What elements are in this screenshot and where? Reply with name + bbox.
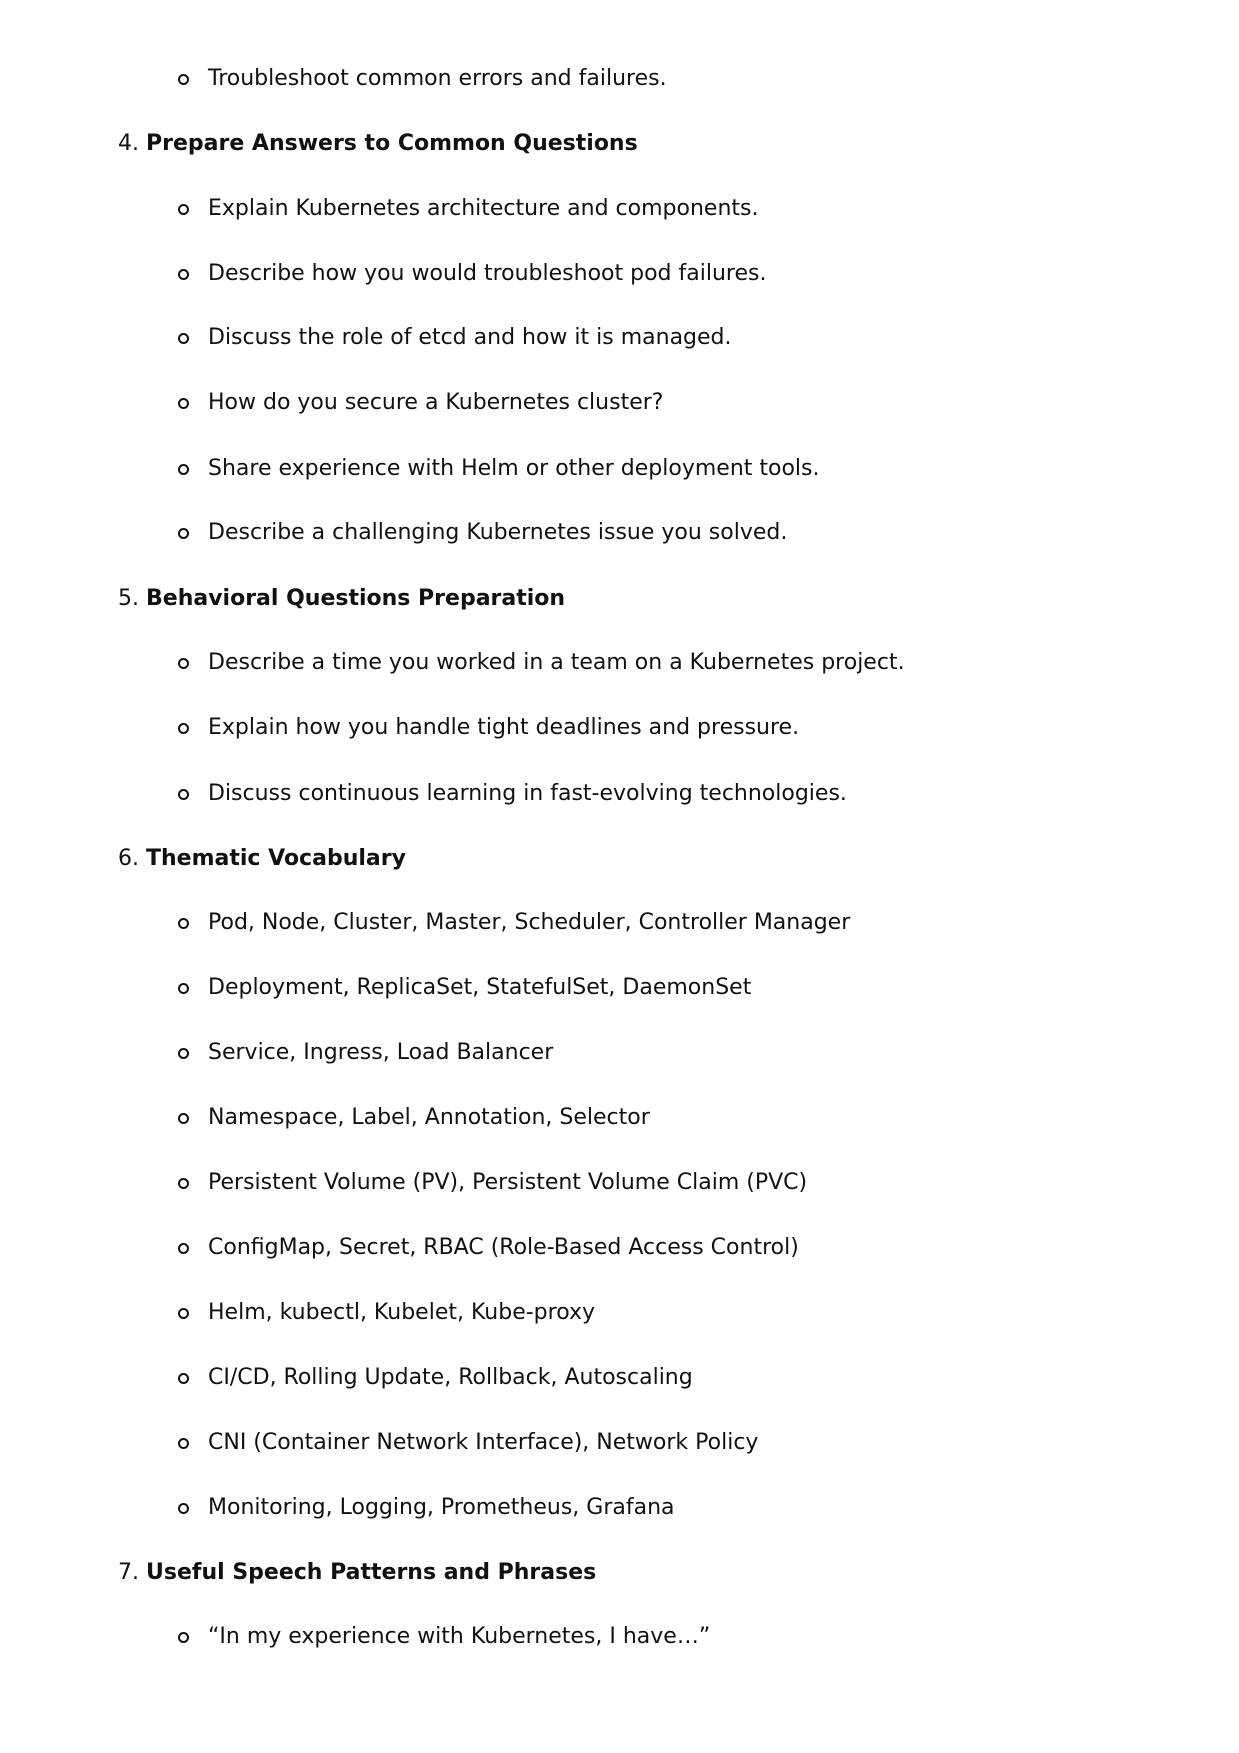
section-number: 6. (118, 846, 139, 871)
section-title: Behavioral Questions Preparation (146, 586, 566, 611)
list-item-text: Discuss the role of etcd and how it is managed. (208, 325, 732, 350)
list-item-text: Deployment, ReplicaSet, StatefulSet, DaemonSet (208, 975, 752, 1000)
list-item-text: Helm, kubectl, Kubelet, Kube-proxy (208, 1300, 596, 1325)
section-title: Thematic Vocabulary (146, 846, 406, 871)
list-item-text: CI/CD, Rolling Update, Rollback, Autoscaling (208, 1365, 693, 1390)
bullet-icon (178, 1178, 189, 1189)
bullet-icon (178, 983, 189, 994)
list-item-text: Discuss continuous learning in fast-evolving technologies. (208, 781, 847, 806)
list-item-text: CNI (Container Network Interface), Network Policy (208, 1430, 759, 1455)
list-item-text: Describe how you would troubleshoot pod failures. (208, 261, 767, 286)
bullet-icon (178, 1503, 189, 1514)
list-item-text: Namespace, Label, Annotation, Selector (208, 1105, 650, 1130)
list-item-text: Explain Kubernetes architecture and components. (208, 196, 759, 221)
bullet-icon (178, 1632, 189, 1643)
bullet-icon (178, 1438, 189, 1449)
list-item-text: ConfigMap, Secret, RBAC (Role-Based Access Control) (208, 1235, 799, 1260)
list-item-text: How do you secure a Kubernetes cluster? (208, 390, 664, 415)
list-item-text: Persistent Volume (PV), Persistent Volume Claim (PVC) (208, 1170, 808, 1195)
bullet-icon (178, 269, 189, 280)
bullet-icon (178, 333, 189, 344)
section-heading-5 (118, 579, 565, 619)
list-item-text: Describe a challenging Kubernetes issue you solved. (208, 520, 788, 545)
bullet-icon (178, 528, 189, 539)
bullet-icon (178, 204, 189, 215)
bullet-icon (178, 723, 189, 734)
list-item-text: Troubleshoot common errors and failures. (208, 66, 667, 91)
list-item-text: “In my experience with Kubernetes, I have…” (208, 1624, 711, 1649)
bullet-icon (178, 1308, 189, 1319)
section-heading-4 (118, 124, 638, 164)
section-number: 7. (118, 1560, 139, 1585)
section-title: Prepare Answers to Common Questions (146, 131, 638, 156)
bullet-icon (178, 398, 189, 409)
list-item-text: Pod, Node, Cluster, Master, Scheduler, Controller Manager (208, 910, 851, 935)
bullet-icon (178, 464, 189, 475)
section-number: 4. (118, 131, 139, 156)
list-item-text: Share experience with Helm or other deployment tools. (208, 456, 820, 481)
list-item-text: Service, Ingress, Load Balancer (208, 1040, 554, 1065)
bullet-icon (178, 1373, 189, 1384)
bullet-icon (178, 918, 189, 929)
list-item-text: Monitoring, Logging, Prometheus, Grafana (208, 1495, 675, 1520)
section-heading-7 (118, 1553, 596, 1593)
bullet-icon (178, 789, 189, 800)
bullet-icon (178, 1113, 189, 1124)
bullet-icon (178, 74, 189, 85)
section-heading-6 (118, 839, 406, 879)
list-item-text: Explain how you handle tight deadlines and pressure. (208, 715, 800, 740)
section-title: Useful Speech Patterns and Phrases (146, 1560, 597, 1585)
bullet-icon (178, 658, 189, 669)
section-number: 5. (118, 586, 139, 611)
list-item-text: Describe a time you worked in a team on a Kubernetes project. (208, 650, 905, 675)
bullet-icon (178, 1243, 189, 1254)
bullet-icon (178, 1048, 189, 1059)
